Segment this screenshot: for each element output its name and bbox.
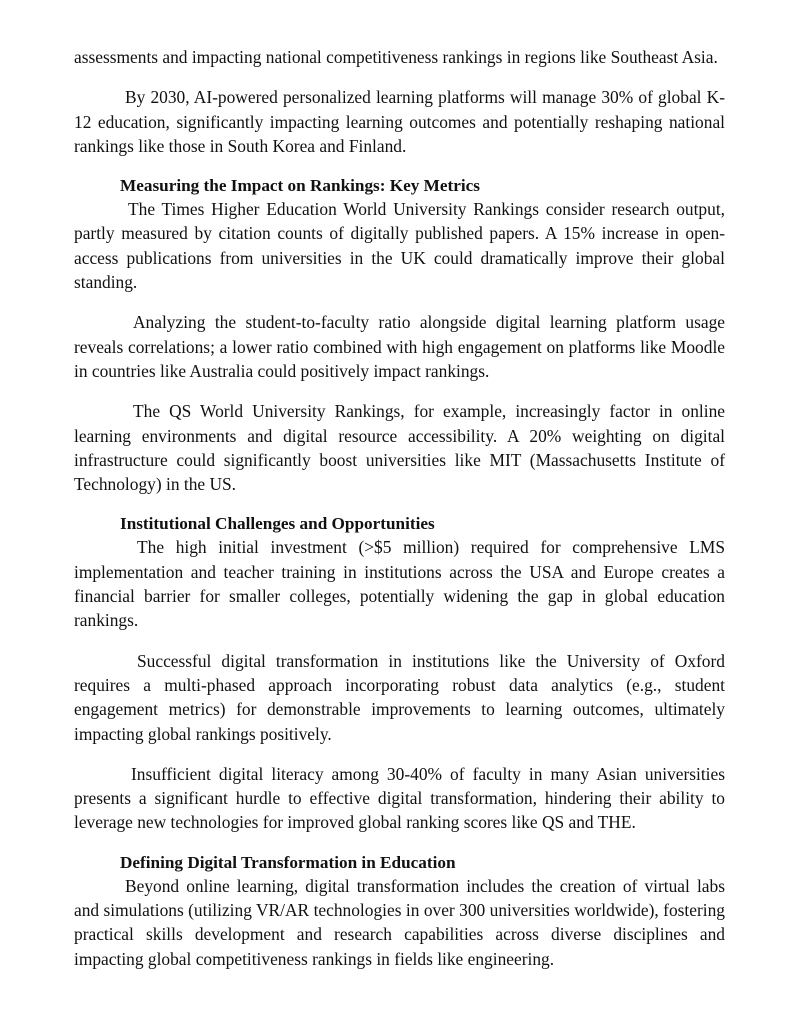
heading-institutional-challenges: Institutional Challenges and Opportunities bbox=[120, 514, 435, 534]
paragraph-virtual-labs: Beyond online learning, digital transformation includes the creation of virtual labs and simulations (utilizing VR/AR technologies in over 300 universities worldwide), fostering practical skills development and research capabilities across diverse disciplines and impacting global competitiveness rankings in fields like engineering. bbox=[74, 875, 725, 969]
paragraph-oxford-transformation: Successful digital transformation in institutions like the University of Oxford requires a multi-phased approach incorporating robust data analytics (e.g., student engagement metrics) for demonstrable improvements to learning outcomes, ultimately impacting global rankings positively. bbox=[74, 650, 725, 744]
document-page bbox=[74, 45, 725, 971]
heading-key-metrics: Measuring the Impact on Rankings: Key Metrics bbox=[120, 176, 480, 196]
paragraph-digital-literacy: Insufficient digital literacy among 30-40% of faculty in many Asian universities presents a significant hurdle to effective digital transformation, hindering their ability to leverage new technologies for improved global ranking scores like QS and THE. bbox=[74, 763, 725, 833]
heading-defining-transformation: Defining Digital Transformation in Education bbox=[120, 852, 456, 872]
paragraph-ai-learning: By 2030, AI-powered personalized learning platforms will manage 30% of global K-12 education, significantly impacting learning outcomes and potentially reshaping national rankings like those in South Korea and Finland. bbox=[74, 87, 725, 156]
paragraph-student-faculty-ratio: Analyzing the student-to-faculty ratio alongside digital learning platform usage reveals correlations; a lower ratio combined with high engagement on platforms like Moodle in countries like Australia could positively impact rankings. bbox=[74, 312, 725, 381]
paragraph-continuation: assessments and impacting national competitiveness rankings in regions like Southeast Asia. bbox=[74, 47, 718, 67]
paragraph-times-higher-education: The Times Higher Education World University Rankings consider research output, partly measured by citation counts of digitally published papers. A 15% increase in open-access publications from universities in the UK could dramatically improve their global standing. bbox=[74, 199, 725, 293]
paragraph-initial-investment: The high initial investment (>$5 million) required for comprehensive LMS implementation and teacher training in institutions across the USA and Europe creates a financial barrier for smaller colleges, potentially widening the gap in global education rankings. bbox=[74, 537, 725, 631]
paragraph-qs-rankings: The QS World University Rankings, for example, increasingly factor in online learning environments and digital resource accessibility. A 20% weighting on digital infrastructure could significantly boost universities like MIT (Massachusetts Institute of Technology) in the US. bbox=[74, 401, 725, 495]
